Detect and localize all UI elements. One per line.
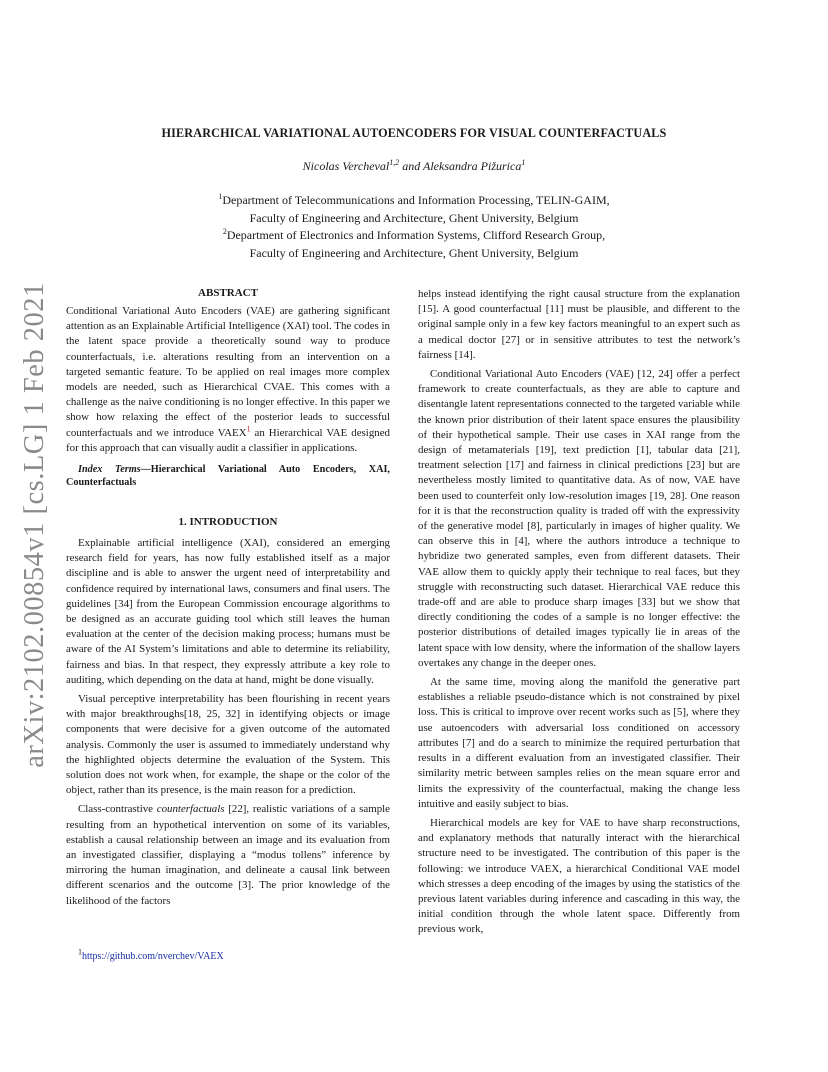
index-terms-paragraph <box>66 463 390 489</box>
footnote-mark: 1 <box>78 947 82 957</box>
footnote <box>78 947 224 962</box>
authors <box>0 159 828 174</box>
author-1: Nicolas Vercheval <box>302 159 390 173</box>
right-paragraph-1: Conditional Variational Auto Encoders (VAE) [12, 24] offer a perfect framework to create counterfactuals, as they are able to capture and disentangle latent representations connected to the targeted variable while the known prior distribution of their latent space ensures the plausibility of their hypothetical sample. Their use cases in XAI range from the design of metamaterials [19], text prediction [1], tabular data [21], treatment selection [17] and fairness in clinical predictions [23] but are nevertheless mostly limited to quantitative data. As of now, VAE have been used to counterfeit only low-resolution images [19, 28]. One reason for it is that the reconstruction quality is traded off with the expressivity of the generative model [8], particularly in images of higher quality. We can observe this in [4], where the authors introduce a technique to hybridize two generated samples, even from different datasets. Their VAE allow them to quickly apply their technique to real faces, but they struggle with reconstructing such dataset. Hierarchical VAE reduce this trade-off and are able to produce sharp images [33] but we show that directly conditioning the codes of a sample is no longer effective: the posterior distributions of detailed images typically lie in areas of the latent space with low density, where the information of the shallow layers overtakes any change in the deeper ones. <box>418 368 740 669</box>
footnote-link[interactable]: https://github.com/nverchev/VAEX <box>82 951 224 962</box>
author-conj: and <box>399 159 423 173</box>
affil-2-line-2: Faculty of Engineering and Architecture, Ghent University, Belgium <box>249 245 579 260</box>
affil-1-line-1: Department of Telecommunications and Information Processing, TELIN-GAIM, <box>222 193 610 207</box>
right-paragraph-3: Hierarchical models are key for VAE to have sharp reconstructions, and explanatory methods that naturally interact with the hierarchical structure need to be investigated. The contribution of this paper is the following: we introduce VAEX, a hierarchical Conditional VAE model which stresses a deep encoding of the images by using the statistics of the previous latent variables during inference and cascading in this way, the initial condition through the whole latent space. Differently from previous work, <box>418 816 740 936</box>
abstract-body <box>66 304 390 456</box>
intro-body <box>66 536 390 909</box>
author-1-affil: 1,2 <box>389 158 400 167</box>
abstract-paragraph <box>66 304 390 456</box>
abstract-text-b: an Hierarchical VAE designed for this approach that can visually audit a classifier in applications. <box>66 426 390 454</box>
author-2-affil: 1 <box>521 158 526 167</box>
index-terms-label: Index Terms <box>78 464 141 475</box>
index-terms-text: —Hierarchical Variational Auto Encoders, XAI, Counterfactuals <box>66 464 390 488</box>
intro-paragraph-3 <box>66 802 390 908</box>
affil-1-line-2: Faculty of Engineering and Architecture, Ghent University, Belgium <box>249 210 579 225</box>
intro-p3-b: [22], realistic variations of a sample resulting from an hypothetical intervention on some of its variables, establish a causal relationship between an image and its evaluation from an investigated classifier, displaying a “modus tollens” inference by mirroring the human imagination, and delineate a causal link between different scenarios and the outcome [3]. The prior knowledge of the likelihood of the factors <box>66 803 390 907</box>
arxiv-identifier-text: arXiv:2102.00854v1 [cs.LG] 1 Feb 2021 <box>19 282 50 768</box>
affiliations <box>0 192 828 262</box>
right-paragraph-0: helps instead identifying the right causal structure from the explanation [15]. A good counterfactual [11] must be plausible, and different to the original sample only in a few key factors meaningful to an expert such as a medical doctor [27] or in sensitive attributes to test the network’s fairness [14]. <box>418 288 740 361</box>
right-paragraph-2: At the same time, moving along the manifold the generative part establishes a reliable pseudo-distance which is not constrained by pixel loss. This is critical to improve over recent works such as [5], where they use autoencoders with adversarial loss conditioned on accessory attributes [7] and do a search to minimize the required perturbation that results in a different evaluation from an investigated classifier. Their similarity metric between samples relies on the mean square error and limits the expressivity of the counterfactual, making the change less intuitive and easily subject to bias. <box>418 676 740 810</box>
abstract-heading: ABSTRACT <box>198 287 258 299</box>
intro-p3-a: Class-contrastive <box>78 803 157 816</box>
intro-p3-em: counterfactuals <box>156 803 225 816</box>
paper-title: HIERARCHICAL VARIATIONAL AUTOENCODERS FOR VISUAL COUNTERFACTUALS <box>161 126 667 140</box>
intro-paragraph-1: Explainable artificial intelligence (XAI), considered an emerging research field for years, has now fully established itself as a major discipline and is able to answer the urgent need of interpretability and confidence required by international laws, consumers and final users. The guidelines [34] from the European Commission encourage algorithms to be designed as an accurate guiding tool which still leaves the human evaluation at the center of the decision making process; humans must be aware of the AI System’s limitations and able to determine its reliability, fairness and bias. In that respect, they expressly attribute a key role to auditing, which depending on the data at hand, might be done visually. <box>66 537 390 686</box>
abstract-text-a: Conditional Variational Auto Encoders (VAE) are gathering significant attention as an Explainable Artificial Intelligence (XAI) tool. The codes in the latent space provide a theoretically sound way to produce counterfactuals, i.e. alterations resulting from an intervention on a targeted semantic feature. To be applied on real images more complex models are needed, such as Hierarchical CVAE. This comes with a challenge as the naive conditioning is no longer effective. In this paper we show how relaxing the effect of the posterior leads to successful counterfactuals and we introduce VAEX <box>66 305 390 439</box>
footnote-ref[interactable]: 1 <box>246 424 251 433</box>
index-terms <box>66 463 390 489</box>
intro-heading: 1. INTRODUCTION <box>178 516 278 528</box>
affil-2-mark: 2 <box>222 227 227 236</box>
author-2: Aleksandra Pižurica <box>423 159 522 173</box>
affil-2-line-1: Department of Electronics and Information Systems, Clifford Research Group, <box>226 228 606 242</box>
intro-paragraph-2: Visual perceptive interpretability has been flourishing in recent years with major breakthroughs[18, 25, 32] in identifying objects or image components that were decisive for a given outcome of the automated analysis. Commonly the user is assumed to immediately understand why the highlighted objects determine the evaluation of the System. This solution does not work when, for example, the shape or the color of the object, rather than its presence, is the main reason for a prediction. <box>66 693 390 797</box>
arxiv-identifier <box>17 282 53 768</box>
right-column <box>418 287 740 938</box>
affil-1-mark: 1 <box>218 192 223 201</box>
